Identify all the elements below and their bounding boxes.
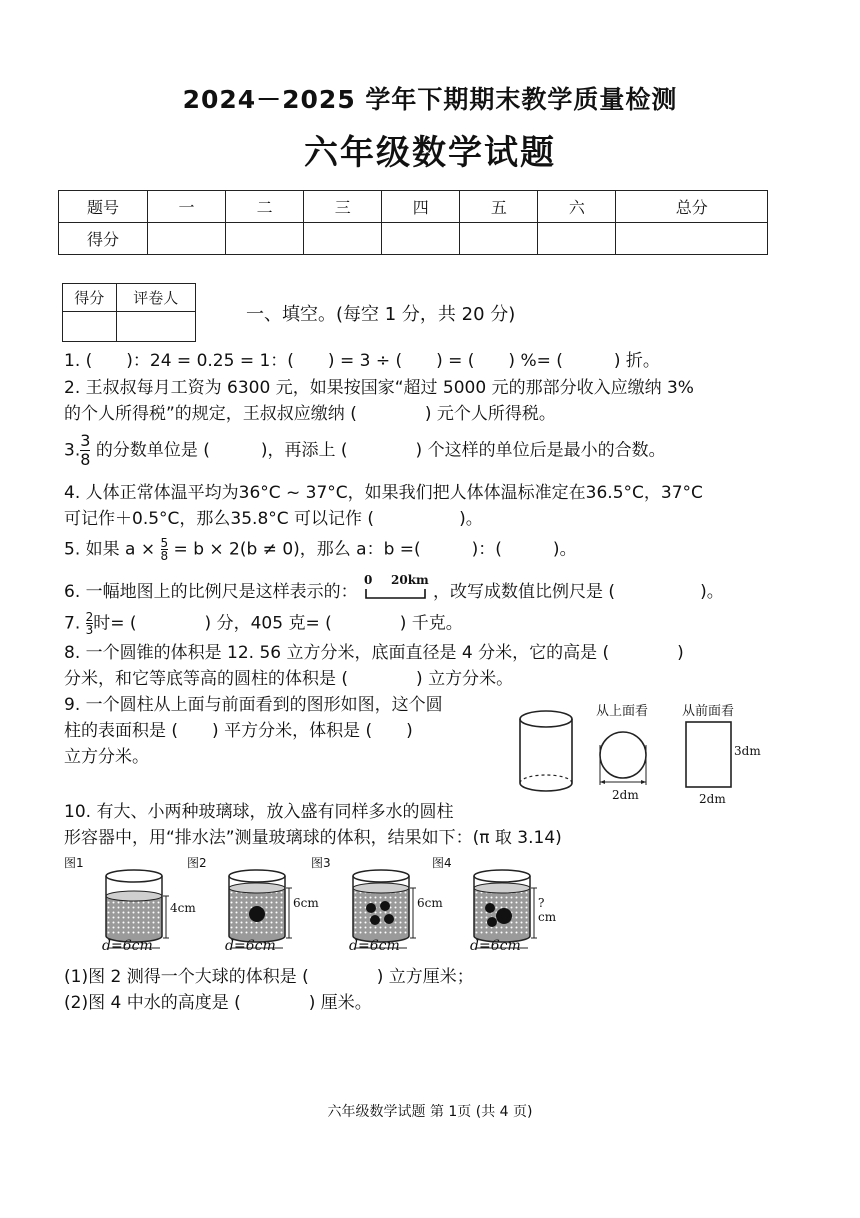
line-scale [363, 573, 433, 603]
question-3 [64, 432, 666, 469]
width-label: 2dm [699, 792, 726, 806]
water-height-label: 6cm [293, 896, 319, 910]
fraction [80, 432, 90, 469]
question-3-text: 的分数单位是 ( )，再添上 ( ) 个这样的单位后是最小的合数。 [95, 440, 666, 461]
figure-label: 图3 [311, 856, 331, 870]
score-cell: 六 [538, 191, 616, 223]
score-table-header-row [59, 191, 768, 223]
fraction-den: 8 [160, 549, 169, 563]
beaker-figure [185, 854, 319, 960]
question-6-text: 6. 一幅地图上的比例尺是这样表示的： [64, 582, 358, 602]
exam-title: 2024－2025 学年下期期末教学质量检测 [182, 85, 678, 114]
figure-label: 图1 [64, 856, 84, 870]
question-10-sub2: (2)图 4 中水的高度是 ( ) 厘米。 [64, 993, 372, 1013]
question-6-tail: ，改写成数值比例尺是 ( )。 [433, 582, 724, 602]
score-cell: 二 [226, 191, 304, 223]
question-4-line1: 4. 人体正常体温平均为36°C ~ 37°C，如果我们把人体体温标准定在36.5°C，37°C [64, 483, 703, 503]
score-cell: 得分 [59, 223, 148, 255]
score-input-cell[interactable] [616, 223, 768, 255]
small-ball-icon [366, 903, 376, 913]
question-2-line1: 2. 王叔叔每月工资为 6300 元，如果按国家“超过 5000 元的那部分收入应缴纳 3% [64, 378, 694, 398]
fraction-num: 3 [80, 431, 91, 450]
large-ball-icon [249, 906, 265, 922]
fraction-den: 8 [80, 450, 91, 469]
score-cell: 五 [460, 191, 538, 223]
score-cell: 一 [148, 191, 226, 223]
question-2-line2: 的个人所得税”的规定，王叔叔应缴纳 ( ) 元个人所得税。 [64, 404, 556, 424]
question-10-line2: 形容器中，用“排水法”测量玻璃球的体积，结果如下：(π 取 3.14) [64, 828, 562, 848]
small-ball-icon [370, 915, 380, 925]
grader-score-label: 得分 [63, 284, 117, 312]
score-input-cell[interactable] [148, 223, 226, 255]
exam-subtitle: 六年级数学试题 [304, 133, 556, 173]
page-footer: 六年级数学试题 第 1页 (共 4 页) [327, 1104, 533, 1120]
beaker-figure [62, 854, 196, 960]
figure-label: 图4 [432, 856, 452, 870]
cylinder-icon [520, 711, 572, 791]
score-cell: 题号 [59, 191, 148, 223]
question-5 [64, 537, 577, 562]
score-cell: 四 [382, 191, 460, 223]
question-7-prefix: 7. [64, 613, 81, 634]
diameter-label: 2dm [612, 788, 639, 802]
diameter-label: d=6cm [225, 938, 276, 954]
small-ball-icon [487, 917, 497, 927]
score-input-cell[interactable] [226, 223, 304, 255]
top-view-circle [600, 732, 646, 785]
small-ball-icon [485, 903, 495, 913]
question-6 [64, 573, 724, 603]
score-input-cell[interactable] [382, 223, 460, 255]
score-input-cell[interactable] [538, 223, 616, 255]
score-input-cell[interactable] [460, 223, 538, 255]
question-5-text: = b × 2(b ≠ 0)，那么 a：b =( )：( )。 [173, 539, 577, 560]
question-9-line1: 9. 一个圆柱从上面与前面看到的图形如图，这个圆 [64, 695, 443, 715]
fraction-num: 2 [85, 610, 94, 624]
question-7-text: 时= ( ) 分，405 克= ( ) 千克。 [93, 613, 463, 634]
question-3-prefix: 3. [64, 440, 81, 461]
large-ball-icon [496, 908, 512, 924]
fraction [161, 537, 169, 562]
question-10-sub1: (1)图 2 测得一个大球的体积是 ( ) 立方厘米； [64, 967, 474, 987]
grader-score-cell[interactable] [63, 312, 117, 342]
score-table [58, 190, 768, 255]
scale-km-label: 20km [391, 573, 429, 587]
score-cell: 总分 [616, 191, 768, 223]
question-5-prefix: 5. 如果 a × [64, 539, 156, 560]
grader-name-label: 评卷人 [116, 284, 195, 312]
diameter-label: d=6cm [470, 938, 521, 954]
front-view-rectangle [686, 722, 731, 787]
section-heading: 一、填空。(每空 1 分，共 20 分) [246, 304, 516, 325]
score-table-score-row [59, 223, 768, 255]
question-4-line2: 可记作＋0.5°C，那么35.8°C 可以记作 ( )。 [64, 509, 483, 529]
diameter-label: d=6cm [349, 938, 400, 954]
scale-bar [363, 581, 433, 603]
question-9-line2: 柱的表面积是 ( ) 平方分米，体积是 ( ) [64, 721, 413, 741]
question-10-line1: 10. 有大、小两种玻璃球，放入盛有同样多水的圆柱 [64, 802, 454, 822]
question-9-line3: 立方分米。 [64, 747, 149, 767]
water-height-label: 6cm [417, 896, 443, 910]
score-cell: 三 [304, 191, 382, 223]
small-ball-icon [384, 914, 394, 924]
top-view-label: 从上面看 [596, 704, 649, 719]
grader-table [62, 283, 196, 342]
water-height-label: ?cm [538, 896, 557, 924]
front-view-label: 从前面看 [682, 704, 735, 719]
small-ball-icon [380, 901, 390, 911]
scale-zero-label: 0 [364, 573, 373, 587]
score-input-cell[interactable] [304, 223, 382, 255]
diameter-label: d=6cm [102, 938, 153, 954]
beaker-figure [430, 854, 557, 960]
figure-label: 图2 [187, 856, 207, 870]
fraction-num: 5 [160, 536, 169, 550]
grader-name-cell[interactable] [116, 312, 195, 342]
water-height-label: 4cm [170, 901, 196, 915]
question-7 [64, 611, 463, 636]
question-1: 1. ( )：24 = 0.25 = 1：( ) = 3 ÷ ( ) = ( ) %= ( ) 折。 [64, 351, 660, 371]
question-8-line1: 8. 一个圆锥的体积是 12. 56 立方分米，底面直径是 4 分米，它的高是 ( ) [64, 643, 684, 663]
fraction-den: 3 [85, 623, 94, 637]
question-8-line2: 分米，和它等底等高的圆柱的体积是 ( ) 立方分米。 [64, 669, 514, 689]
height-label: 3dm [734, 744, 761, 758]
